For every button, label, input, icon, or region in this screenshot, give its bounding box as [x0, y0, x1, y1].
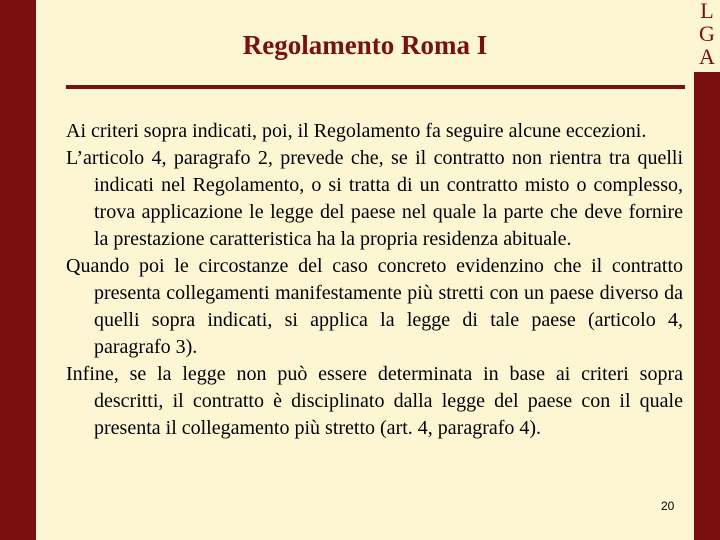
paragraph-exceptions: Ai criteri sopra indicati, poi, il Regolamento fa seguire alcune eccezioni.	[66, 120, 647, 142]
right-border-bar	[694, 0, 720, 540]
left-border-bar	[0, 0, 36, 540]
logo-letter-l: L	[700, 0, 714, 23]
paragraph-article-4-3: Quando poi le circostanze del caso concreto evidenzino che il contratto presenta collegamenti manifestamente più stretti con un paese diverso da quelli sopra indicati, si applica la legge di tale paese (articolo 4, paragrafo 3).	[66, 255, 683, 358]
paragraph-article-4-2: L’articolo 4, paragrafo 2, prevede che, se il contratto non rientra tra quelli indicati nel Regolamento, o si tratta di un contratto misto o complesso, trova applicazione le legge del paese nel quale la parte che deve fornire la prestazione caratteristica ha la propria residenza abituale.	[66, 147, 683, 250]
title-divider	[66, 85, 685, 89]
paragraph-article-4-4: Infine, se la legge non può essere determinata in base ai criteri sopra descritti, il contratto è disciplinato dalla legge del paese con il quale presenta il collegamento più stretto (art. 4, paragrafo 4).	[66, 363, 683, 439]
logo-letter-a: A	[699, 44, 715, 69]
lga-logo	[694, 0, 720, 72]
slide-body	[66, 118, 683, 442]
slide-title: Regolamento Roma I	[242, 30, 488, 60]
logo-letter-g: G	[699, 21, 715, 46]
page-number: 20	[661, 499, 675, 513]
